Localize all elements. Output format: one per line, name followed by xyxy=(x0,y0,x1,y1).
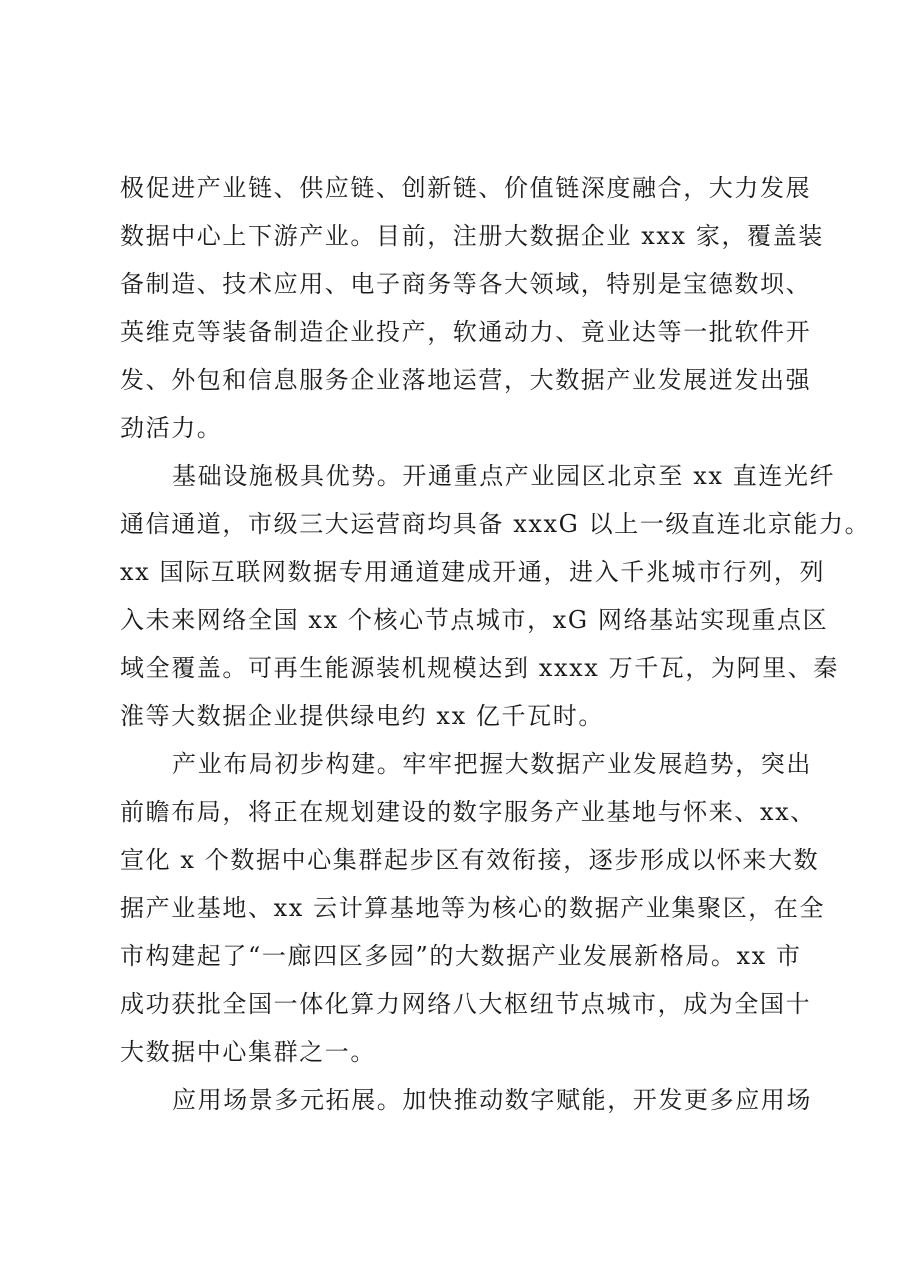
text-line: 入未来网络全国 xx 个核心节点城市，xG 网络基站实现重点区 xyxy=(120,606,829,634)
text-line: 前瞻布局，将正在规划建设的数字服务产业基地与怀来、xx、 xyxy=(120,798,816,826)
text-line: 应用场景多元拓展。加快推动数字赋能，开发更多应用场 xyxy=(172,1086,812,1114)
text-line: 宣化 x 个数据中心集群起步区有效衔接，逐步形成以怀来大数 xyxy=(120,846,820,874)
text-line: 市构建起了“一廊四区多园”的大数据产业发展新格局。xx 市 xyxy=(120,942,802,970)
text-line: 域全覆盖。可再生能源装机规模达到 xxxx 万千瓦，为阿里、秦 xyxy=(120,654,839,682)
paragraph-application-scenarios xyxy=(120,1076,812,1124)
text-line: 通信通道，市级三大运营商均具备 xxxG 以上一级直连北京能力。 xyxy=(120,510,871,538)
paragraph-data-industry-chain xyxy=(120,164,824,452)
text-line: 极促进产业链、供应链、创新链、价值链深度融合，大力发展 xyxy=(120,174,812,202)
text-line: 英维克等装备制造企业投产，软通动力、竟业达等一批软件开 xyxy=(120,318,812,346)
paragraph-industry-layout xyxy=(120,740,826,1076)
text-line: 劲活力。 xyxy=(120,414,223,442)
text-line: 成功获批全国一体化算力网络八大枢纽节点城市，成为全国十 xyxy=(120,990,812,1018)
paragraph-infrastructure xyxy=(120,452,871,740)
text-line: 数据中心上下游产业。目前，注册大数据企业 xxx 家，覆盖装 xyxy=(120,222,824,250)
text-line: 大数据中心集群之一。 xyxy=(120,1038,376,1066)
text-line: 产业布局初步构建。牢牢把握大数据产业发展趋势，突出 xyxy=(172,750,812,778)
text-line: xx 国际互联网数据专用通道建成开通，进入千兆城市行列，列 xyxy=(120,558,826,586)
document-body xyxy=(120,164,871,1124)
text-line: 发、外包和信息服务企业落地运营，大数据产业发展迸发出强 xyxy=(120,366,812,394)
text-line: 备制造、技术应用、电子商务等各大领域，特别是宝德数坝、 xyxy=(120,270,812,298)
text-line: 据产业基地、xx 云计算基地等为核心的数据产业集聚区，在全 xyxy=(120,894,826,922)
text-line: 基础设施极具优势。开通重点产业园区北京至 xx 直连光纤 xyxy=(172,462,836,490)
text-line: 淮等大数据企业提供绿电约 xx 亿千瓦时。 xyxy=(120,702,604,730)
